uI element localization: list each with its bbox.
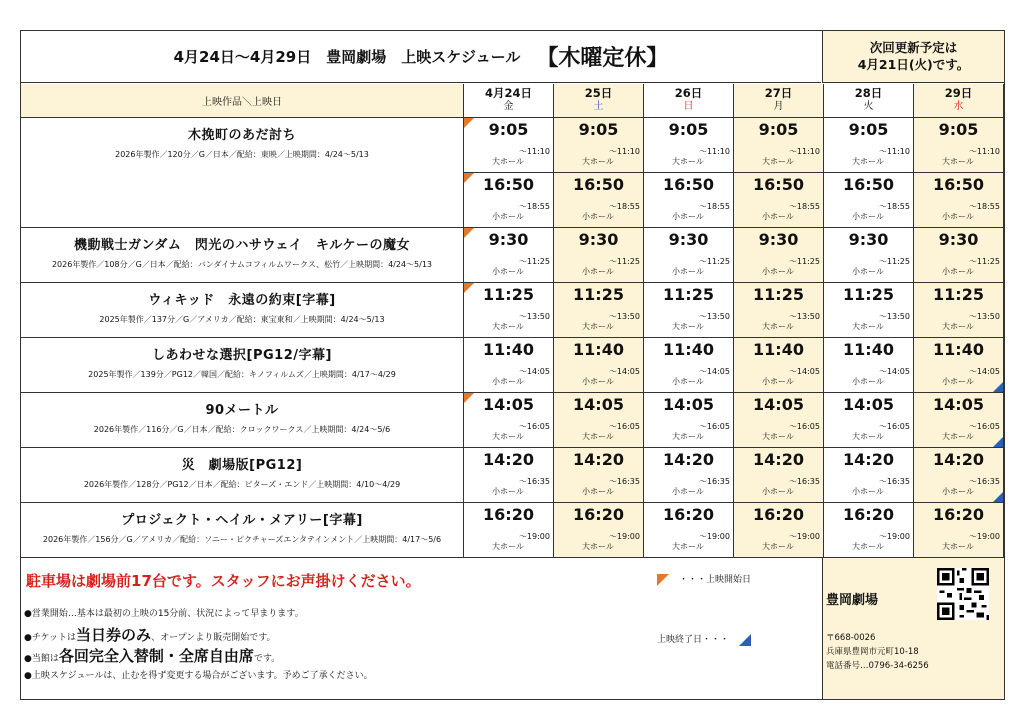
show-start-time: 9:30 [578, 230, 619, 249]
end-marker-icon [993, 437, 1003, 447]
hall-name: 小ホール [942, 377, 974, 386]
showtime-cell[interactable] [554, 228, 644, 283]
hall-name: 小ホール [942, 267, 974, 276]
date-label: 26日 [674, 86, 703, 100]
show-start-time: 14:05 [843, 395, 894, 414]
show-start-time: 14:20 [753, 450, 804, 469]
movie-meta: 2026年製作／156分／G／アメリカ／配給：ソニー・ピクチャーズエンタテインメント／上映期間：4/17～5/6 [42, 535, 442, 544]
show-start-time: 9:05 [848, 120, 889, 139]
note-ticket-pre: ●チケットは [24, 633, 77, 643]
showtime-cell[interactable] [734, 228, 824, 283]
hall-name: 大ホール [852, 432, 884, 441]
hall-name: 大ホール [672, 157, 704, 166]
hall-name: 大ホール [582, 542, 614, 551]
weekday-label: 月 [773, 101, 784, 112]
show-start-time: 16:50 [663, 175, 714, 194]
show-end-time: ～18:55 [878, 202, 910, 211]
showtime-cell[interactable] [644, 393, 734, 448]
show-end-time: ～18:55 [968, 202, 1000, 211]
show-start-time: 16:20 [753, 505, 804, 524]
show-end-time: ～19:00 [968, 532, 1000, 541]
movie-title: 90メートル [205, 403, 279, 418]
showtime-cell[interactable] [464, 283, 554, 338]
movie-title: 災 劇場版[PG12] [181, 458, 303, 473]
showtime-cell[interactable] [554, 173, 644, 228]
show-end-time: ～16:35 [968, 477, 1000, 486]
hall-name: 小ホール [672, 487, 704, 496]
show-start-time: 11:25 [663, 285, 714, 304]
movie-meta: 2025年製作／139分／PG12／韓国／配給：キノフィルムズ／上映期間：4/17～4/29 [88, 370, 396, 379]
legend-start [657, 572, 751, 586]
show-start-time: 16:50 [573, 175, 624, 194]
show-end-time: ～18:55 [518, 202, 550, 211]
showtime-cell[interactable] [644, 173, 734, 228]
showtime-cell[interactable] [554, 448, 644, 503]
movie-title: 木挽町のあだ討ち [187, 128, 296, 143]
qr-code-icon[interactable] [937, 568, 989, 620]
showtime-cell[interactable] [824, 228, 914, 283]
show-end-time: ～19:00 [608, 532, 640, 541]
show-end-time: ～14:05 [968, 367, 1000, 376]
show-end-time: ～13:50 [608, 312, 640, 321]
end-marker-icon [993, 382, 1003, 392]
show-end-time: ～11:25 [878, 257, 910, 266]
next-update-line2: 4月21日(火)です。 [857, 57, 970, 72]
show-start-time: 9:30 [488, 230, 529, 249]
hall-name: 小ホール [492, 377, 524, 386]
note-seating-big: 各回完全入替制・全席自由席 [58, 647, 254, 665]
show-end-time: ～14:05 [878, 367, 910, 376]
show-end-time: ～16:05 [608, 422, 640, 431]
show-start-time: 11:40 [753, 340, 804, 359]
showtime-cell[interactable] [824, 338, 914, 393]
show-end-time: ～16:05 [698, 422, 730, 431]
legend-start-label: ・・・上映開始日 [679, 575, 752, 585]
show-end-time: ～11:10 [698, 147, 730, 156]
show-start-time: 16:50 [753, 175, 804, 194]
show-end-time: ～18:55 [788, 202, 820, 211]
date-label: 4月24日 [484, 86, 532, 100]
show-start-time: 14:05 [573, 395, 624, 414]
showtime-cell[interactable] [734, 338, 824, 393]
show-start-time: 14:20 [663, 450, 714, 469]
show-start-time: 14:20 [483, 450, 534, 469]
show-start-time: 11:25 [483, 285, 534, 304]
hall-name: 小ホール [492, 267, 524, 276]
movie-info [21, 338, 464, 393]
showtime-cell[interactable] [464, 393, 554, 448]
date-header [644, 84, 734, 118]
date-label: 27日 [764, 86, 793, 100]
show-start-time: 9:05 [668, 120, 709, 139]
show-end-time: ～14:05 [518, 367, 550, 376]
date-header [464, 84, 554, 118]
weekday-label: 金 [503, 101, 514, 112]
show-end-time: ～11:10 [968, 147, 1000, 156]
hall-name: 大ホール [492, 542, 524, 551]
show-end-time: ～16:35 [518, 477, 550, 486]
show-end-time: ～19:00 [878, 532, 910, 541]
show-start-time: 11:40 [933, 340, 984, 359]
showtime-cell[interactable] [914, 393, 1004, 448]
hall-name: 小ホール [582, 267, 614, 276]
show-start-time: 14:05 [663, 395, 714, 414]
show-start-time: 11:40 [843, 340, 894, 359]
show-end-time: ～14:05 [788, 367, 820, 376]
theater-postal: 〒668-0026 [826, 633, 876, 643]
show-start-time: 14:20 [573, 450, 624, 469]
note-opening: ●営業開始…基本は最初の上映の15分前、状況によって早まります。 [24, 609, 304, 619]
show-start-time: 16:20 [483, 505, 534, 524]
corner-header: 上映作品＼上映日 [21, 84, 464, 118]
note-seating [24, 645, 280, 666]
show-start-time: 9:30 [938, 230, 979, 249]
date-label: 25日 [584, 86, 613, 100]
show-end-time: ～18:55 [698, 202, 730, 211]
hall-name: 大ホール [942, 322, 974, 331]
hall-name: 大ホール [852, 542, 884, 551]
movie-info [21, 393, 464, 448]
showtime-cell[interactable] [824, 118, 914, 173]
hall-name: 小ホール [852, 267, 884, 276]
date-header [554, 84, 644, 118]
showtime-cell[interactable] [914, 283, 1004, 338]
show-end-time: ～11:25 [608, 257, 640, 266]
theater-phone: 電話番号…0796-34-6256 [826, 661, 929, 671]
hall-name: 大ホール [762, 542, 794, 551]
movie-info [21, 118, 464, 228]
note-change: ●上映スケジュールは、止むを得ず変更する場合がございます。予めご了承ください。 [24, 671, 373, 681]
show-start-time: 11:40 [483, 340, 534, 359]
date-label: 29日 [944, 86, 973, 100]
hall-name: 大ホール [492, 157, 524, 166]
showtime-cell[interactable] [824, 283, 914, 338]
showtime-cell[interactable] [464, 228, 554, 283]
show-end-time: ～16:35 [878, 477, 910, 486]
show-end-time: ～14:05 [698, 367, 730, 376]
show-start-time: 9:05 [938, 120, 979, 139]
show-end-time: ～16:35 [698, 477, 730, 486]
hall-name: 小ホール [852, 212, 884, 221]
next-update-notice [822, 31, 1004, 83]
showtime-cell[interactable] [734, 173, 824, 228]
hall-name: 大ホール [852, 322, 884, 331]
show-end-time: ～19:00 [698, 532, 730, 541]
showtime-cell[interactable] [734, 503, 824, 558]
showtime-cell[interactable] [824, 393, 914, 448]
hall-name: 小ホール [672, 377, 704, 386]
hall-name: 大ホール [672, 542, 704, 551]
show-end-time: ～19:00 [788, 532, 820, 541]
note-ticket [24, 624, 276, 645]
hall-name: 大ホール [942, 432, 974, 441]
show-end-time: ～11:25 [698, 257, 730, 266]
legend-end [657, 632, 751, 646]
show-end-time: ～16:05 [968, 422, 1000, 431]
show-start-time: 11:25 [573, 285, 624, 304]
hall-name: 大ホール [762, 432, 794, 441]
showtime-cell[interactable] [644, 338, 734, 393]
show-end-time: ～11:10 [788, 147, 820, 156]
theater-address: 兵庫県豊岡市元町10-18 [826, 647, 919, 657]
showtime-cell[interactable] [824, 503, 914, 558]
hall-name: 大ホール [582, 432, 614, 441]
movie-info [21, 448, 464, 503]
showtime-cell[interactable] [644, 228, 734, 283]
showtime-cell[interactable] [824, 448, 914, 503]
showtime-cell[interactable] [554, 338, 644, 393]
movie-info [21, 283, 464, 338]
show-end-time: ～11:25 [788, 257, 820, 266]
showtime-cell[interactable] [464, 118, 554, 173]
closed-day: 【木曜定休】 [536, 46, 669, 71]
legend-end-label: 上映終了日・・・ [657, 635, 730, 645]
hall-name: 小ホール [672, 267, 704, 276]
showtime-cell[interactable] [734, 283, 824, 338]
note-ticket-big: 当日券のみ [76, 626, 152, 644]
show-start-time: 16:20 [933, 505, 984, 524]
date-header [734, 84, 824, 118]
show-end-time: ～13:50 [698, 312, 730, 321]
show-start-time: 9:30 [848, 230, 889, 249]
showtime-cell[interactable] [554, 393, 644, 448]
movie-title: 機動戦士ガンダム 閃光のハサウェイ キルケーの魔女 [73, 238, 411, 253]
hall-name: 小ホール [582, 487, 614, 496]
showtime-cell[interactable] [914, 448, 1004, 503]
hall-name: 大ホール [762, 322, 794, 331]
show-start-time: 14:20 [933, 450, 984, 469]
show-end-time: ～11:25 [518, 257, 550, 266]
showtime-cell[interactable] [914, 503, 1004, 558]
parking-notice: 駐車場は劇場前17台です。スタッフにお声掛けください。 [26, 572, 421, 590]
show-end-time: ～11:25 [968, 257, 1000, 266]
show-end-time: ～11:10 [518, 147, 550, 156]
show-start-time: 14:05 [753, 395, 804, 414]
hall-name: 小ホール [582, 212, 614, 221]
showtime-cell[interactable] [644, 448, 734, 503]
date-label: 28日 [854, 86, 883, 100]
showtime-cell[interactable] [914, 338, 1004, 393]
hall-name: 小ホール [492, 212, 524, 221]
hall-name: 小ホール [762, 212, 794, 221]
title-text: 4月24日～4月29日 豊岡劇場 上映スケジュール [173, 48, 521, 66]
showtime-cell[interactable] [644, 118, 734, 173]
show-end-time: ～16:05 [878, 422, 910, 431]
show-start-time: 11:25 [753, 285, 804, 304]
show-start-time: 11:25 [843, 285, 894, 304]
show-start-time: 9:30 [758, 230, 799, 249]
show-start-time: 16:20 [843, 505, 894, 524]
show-start-time: 16:50 [843, 175, 894, 194]
note-seating-pre: ●当館は [24, 654, 59, 664]
hall-name: 大ホール [942, 157, 974, 166]
showtime-cell[interactable] [914, 173, 1004, 228]
theater-name: 豊岡劇場 [826, 593, 879, 608]
hall-name: 大ホール [672, 322, 704, 331]
weekday-label: 日 [683, 101, 694, 112]
show-start-time: 9:30 [668, 230, 709, 249]
movie-title: プロジェクト・ヘイル・メアリー[字幕] [121, 513, 363, 528]
hall-name: 大ホール [492, 432, 524, 441]
weekday-label: 水 [953, 101, 964, 112]
show-start-time: 16:20 [573, 505, 624, 524]
hall-name: 小ホール [582, 377, 614, 386]
show-end-time: ～13:50 [878, 312, 910, 321]
start-marker-icon [657, 574, 669, 586]
movie-meta: 2026年製作／120分／G／日本／配給：東映／上映期間：4/24～5/13 [115, 150, 369, 159]
show-end-time: ～16:35 [608, 477, 640, 486]
weekday-label: 火 [863, 101, 874, 112]
showtime-cell[interactable] [734, 448, 824, 503]
show-start-time: 14:05 [933, 395, 984, 414]
showtime-cell[interactable] [914, 228, 1004, 283]
movie-title: ウィキッド 永遠の約束[字幕] [148, 293, 336, 308]
show-start-time: 14:20 [843, 450, 894, 469]
end-marker-icon [993, 492, 1003, 502]
hall-name: 小ホール [762, 487, 794, 496]
hall-name: 大ホール [582, 322, 614, 331]
showtime-cell[interactable] [464, 338, 554, 393]
show-start-time: 9:05 [758, 120, 799, 139]
show-start-time: 14:05 [483, 395, 534, 414]
show-start-time: 9:05 [488, 120, 529, 139]
hall-name: 大ホール [672, 432, 704, 441]
showtime-cell[interactable] [644, 283, 734, 338]
showtime-cell[interactable] [734, 393, 824, 448]
movie-info [21, 503, 464, 558]
showtime-cell[interactable] [644, 503, 734, 558]
show-end-time: ～19:00 [518, 532, 550, 541]
hall-name: 小ホール [852, 487, 884, 496]
note-seating-post: です。 [253, 654, 281, 664]
hall-name: 小ホール [762, 377, 794, 386]
showtime-cell[interactable] [464, 173, 554, 228]
hall-name: 大ホール [762, 157, 794, 166]
showtime-cell[interactable] [554, 118, 644, 173]
show-start-time: 16:50 [933, 175, 984, 194]
movie-meta: 2026年製作／116分／G／日本／配給：クロックワークス／上映期間：4/24～5/6 [93, 425, 391, 434]
hall-name: 大ホール [942, 542, 974, 551]
show-end-time: ～16:05 [518, 422, 550, 431]
page-title [21, 31, 821, 83]
showtime-cell[interactable] [464, 503, 554, 558]
showtime-cell[interactable] [914, 118, 1004, 173]
movie-info [21, 228, 464, 283]
show-end-time: ～18:55 [608, 202, 640, 211]
hall-name: 小ホール [672, 212, 704, 221]
showtime-cell[interactable] [734, 118, 824, 173]
hall-name: 小ホール [942, 212, 974, 221]
movie-meta: 2026年製作／128分／PG12／日本／配給：ビターズ・エンド／上映期間：4/10～4/29 [83, 480, 401, 489]
next-update-line1: 次回更新予定は [869, 40, 958, 55]
show-end-time: ～11:10 [608, 147, 640, 156]
hall-name: 小ホール [942, 487, 974, 496]
show-start-time: 9:05 [578, 120, 619, 139]
show-end-time: ～13:50 [518, 312, 550, 321]
show-start-time: 16:20 [663, 505, 714, 524]
hall-name: 大ホール [852, 157, 884, 166]
hall-name: 小ホール [762, 267, 794, 276]
showtime-cell[interactable] [824, 173, 914, 228]
hall-name: 小ホール [852, 377, 884, 386]
movie-meta: 2026年製作／108分／G／日本／配給：バンダイナムコフィルムワークス、松竹／上映期間：4/24～5/13 [51, 260, 433, 269]
movie-title: しあわせな選択[PG12/字幕] [152, 348, 332, 363]
showtime-cell[interactable] [554, 503, 644, 558]
note-ticket-post: 、オープンより販売開始です。 [151, 633, 276, 643]
hall-name: 小ホール [492, 487, 524, 496]
show-start-time: 16:50 [483, 175, 534, 194]
hall-name: 大ホール [582, 157, 614, 166]
show-start-time: 11:40 [573, 340, 624, 359]
date-header [914, 84, 1004, 118]
showtime-cell[interactable] [554, 283, 644, 338]
show-end-time: ～11:10 [878, 147, 910, 156]
showtime-cell[interactable] [464, 448, 554, 503]
show-end-time: ～16:35 [788, 477, 820, 486]
show-end-time: ～13:50 [968, 312, 1000, 321]
weekday-label: 土 [593, 101, 604, 112]
show-end-time: ～14:05 [608, 367, 640, 376]
movie-meta: 2025年製作／137分／G／アメリカ／配給：東宝東和／上映期間：4/24～5/13 [99, 315, 385, 324]
show-start-time: 11:25 [933, 285, 984, 304]
end-marker-icon [739, 634, 751, 646]
show-end-time: ～16:05 [788, 422, 820, 431]
show-start-time: 11:40 [663, 340, 714, 359]
show-end-time: ～13:50 [788, 312, 820, 321]
date-header [824, 84, 914, 118]
hall-name: 大ホール [492, 322, 524, 331]
